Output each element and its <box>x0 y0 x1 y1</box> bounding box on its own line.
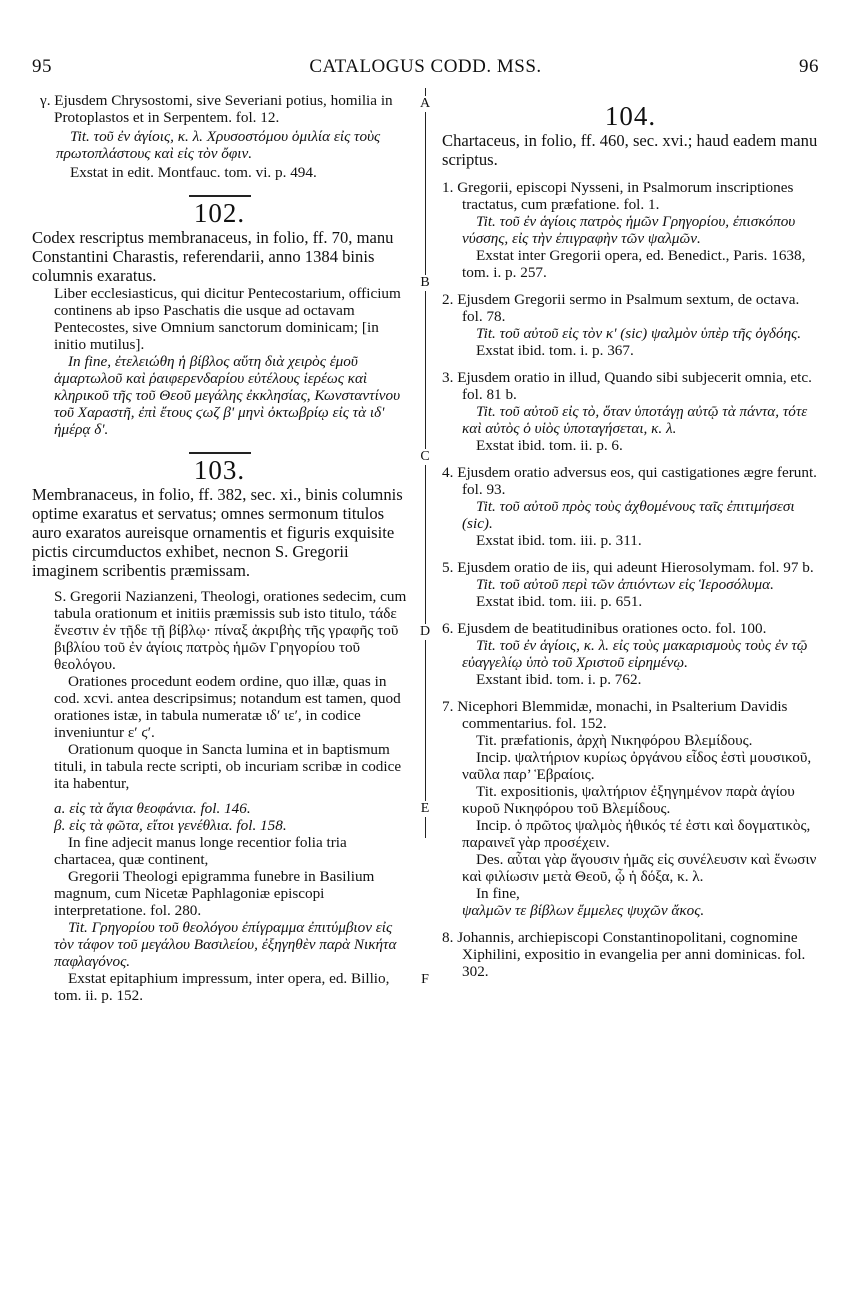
entry-gamma-exstat: Exstat in edit. Montfauc. tom. vi. p. 494. <box>70 164 317 181</box>
codex-102-contents: Liber ecclesiasticus, qui dicitur Pentecostarium, officium continens ab ipso Paschatis die usque ad octavam Pentecostes, sive Omnium sanctorum dominicam; [in initio mutilus]. <box>54 285 401 353</box>
codex-103-exstat: Exstat epitaphium impressum, inter opera, ed. Billio, tom. ii. p. 152. <box>54 970 390 1004</box>
margin-letter-a: A <box>417 96 433 112</box>
item-5-title: Tit. τοῦ αὐτοῦ περὶ τῶν ἀπιόντων εἰς Ἱεροσόλυμα. <box>476 576 774 593</box>
codex-103-titles: Orationum quoque in Sancta lumina et in baptismum tituli, in tabula recte scripti, ob incuriam scribæ in codice ita habentur, <box>54 741 402 792</box>
item-1-exstat: Exstat inter Gregorii opera, ed. Benedict., Paris. 1638, tom. i. p. 257. <box>462 247 806 281</box>
codex-103-appendix: In fine adjecit manus longe recentior folia tria chartacea, quæ continent, <box>54 834 347 868</box>
item-4-exstat: Exstat ibid. tom. iii. p. 311. <box>476 532 642 549</box>
codex-number-102: 102. <box>193 198 246 228</box>
item-3-title: Tit. τοῦ αὐτοῦ εἰς τὸ, ὅταν ὑποτάγῃ αὐτῷ τὰ πάντα, τότε καὶ αὐτὸς ὁ υἱὸς ὑποταγήσεται, κ. λ. <box>462 403 808 437</box>
item-7-preface-title: Tit. præfationis, ἀρχὴ Νικηφόρου Βλεμίδους. <box>476 732 753 749</box>
left-column <box>32 92 407 1004</box>
item-3: 3. Ejusdem oratio in illud, Quando sibi subjecerit omnia, etc. fol. 81 b. <box>442 369 812 403</box>
item-3-exstat: Exstat ibid. tom. ii. p. 6. <box>476 437 623 454</box>
item-2-exstat: Exstat ibid. tom. i. p. 367. <box>476 342 634 359</box>
margin-letter-d: D <box>417 624 433 640</box>
entry-gamma: γ. Ejusdem Chrysostomi, sive Severiani potius, homilia in Protoplastos et in Serpentem. fol. 12. <box>40 92 393 126</box>
item-5-exstat: Exstat ibid. tom. iii. p. 651. <box>476 593 643 610</box>
left-page-number: 95 <box>32 56 52 77</box>
item-2: 2. Ejusdem Gregorii sermo in Psalmum sextum, de octava. fol. 78. <box>442 291 800 325</box>
item-4: 4. Ejusdem oratio adversus eos, qui castigationes ægre ferunt. fol. 93. <box>442 464 817 498</box>
codex-103-epigram-title: Tit. Γρηγορίου τοῦ θεολόγου ἐπίγραμμα ἐπιτύμβιον εἰς τὸν τάφον τοῦ μεγάλου Βασιλείου, ἐξηγηθὲν παρὰ Νικήτα παφλαγόνος. <box>54 919 397 970</box>
margin-letter-b: B <box>417 275 433 291</box>
item-7: 7. Nicephori Blemmidæ, monachi, in Psalterium Davidis commentarius. fol. 152. <box>442 698 788 732</box>
item-5: 5. Ejusdem oratio de iis, qui adeunt Hierosolymam. fol. 97 b. <box>442 559 814 576</box>
right-page-number: 96 <box>799 56 819 77</box>
section-rule <box>189 452 251 454</box>
codex-103-title-a: a. εἰς τὰ ἅγια θεοφάνια. fol. 146. <box>54 800 251 817</box>
codex-number-104: 104. <box>604 101 657 131</box>
margin-letter-e: E <box>417 801 433 817</box>
codex-103-epigram: Gregorii Theologi epigramma funebre in Basilium magnum, cum Nicetæ Paphlagoniæ episcopi interpretatione. fol. 280. <box>54 868 375 919</box>
codex-102-description: Codex rescriptus membranaceus, in folio, ff. 70, manu Constantini Charastis, referendarii, anno 1384 binis columnis exaratus. <box>32 228 394 285</box>
section-rule <box>189 195 251 197</box>
item-2-title: Tit. τοῦ αὐτοῦ εἰς τὸν κʹ (sic) ψαλμὸν ὑπὲρ τῆς ὀγδόης. <box>476 325 802 342</box>
codex-102-colophon: In fine, ἐτελειώθη ἡ βίβλος αὕτη διὰ χειρὸς ἐμοῦ ἁμαρτωλοῦ καὶ ῥαιφερενδαρίου εὐτέλους ἱερέως καὶ κληρικοῦ τῆς τοῦ Θεοῦ μεγάλης ἐκκλησίας, Κωνσταντίνου τοῦ Χαραστῆ, ἐπὶ ἔτους ϛωζ βʹ μηνὶ ὀκτωβρίῳ εἰς τὰ ιδʹ ἡμέρᾳ δʹ. <box>54 353 401 438</box>
codex-103-note: Orationes procedunt eodem ordine, quo illæ, quas in cod. xcvi. antea descripsimus; notandum est tamen, quod orationes istæ, in tabula numeratæ ιδʹ ιεʹ, in codice inveniuntur εʹ ϛʹ. <box>54 673 401 741</box>
entry-gamma-title: Tit. τοῦ ἐν ἁγίοις, κ. λ. Χρυσοστόμου ὁμιλία εἰς τοὺς πρωτοπλάστους καὶ εἰς τὸν ὄφιν. <box>56 128 381 162</box>
codex-103-contents: S. Gregorii Nazianzeni, Theologi, orationes sedecim, cum tabula orationum et initiis præmissis sub isto titulo, τάδε ἔνεστιν ἐν τῇδε τῇ βίβλῳ· πίναξ ἀκριβὴς τῆς γραφῆς τοῦ βιβλίου τοῦ ἐν ἁγίοις πατρὸς ἡμῶν Γρηγορίου τοῦ θεολόγου. <box>54 588 407 673</box>
item-7-exposition-title: Tit. expositionis, ψαλτήριον ἐξηγημένον παρὰ ἁγίου κυροῦ Νικηφόρου τοῦ Βλεμίδους. <box>462 783 795 817</box>
item-6-exstat: Exstant ibid. tom. i. p. 762. <box>476 671 642 688</box>
codex-103-title-b: β. εἰς τὰ φῶτα, εἴτοι γενέθλια. fol. 158. <box>54 817 287 834</box>
item-7-desinit: Des. αὗται γὰρ ἄγουσιν ἡμᾶς εἰς συνέλευσιν καὶ ἕνωσιν καὶ φιλίωσιν μετὰ Θεοῦ, ᾧ ἡ δόξα, κ. λ. <box>462 851 817 885</box>
item-7-in-fine: In fine, <box>476 885 520 902</box>
page-title: CATALOGUS CODD. MSS. <box>309 56 542 77</box>
item-7-preface-incipit: Incip. ψαλτήριον κυρίως ὀργάνου εἶδος ἐστὶ μουσικοῦ, ναῦλα παρ’ Ἑβραίοις. <box>462 749 812 783</box>
codex-103-description: Membranaceus, in folio, ff. 382, sec. xi., binis columnis optime exaratus et servatus; omnes sermonum titulos auro exaratos aureisque ornamentis et figuris exquisite pictis circumductos exhibet, necnon S. Gregorii imaginem scribentis præmissam. <box>32 485 403 580</box>
item-6-title: Tit. τοῦ ἐν ἁγίοις, κ. λ. εἰς τοὺς μακαρισμοὺς τοὺς ἐν τῷ εὐαγγελίῳ ὑπὸ τοῦ Χριστοῦ εἰρημένῳ. <box>462 637 808 671</box>
item-7-verse: ψαλμῶν τε βίβλων ἔμμελες ψυχῶν ἄκος. <box>462 902 705 919</box>
item-8: 8. Johannis, archiepiscopi Constantinopolitani, cognomine Xiphilini, expositio in evangelia per anni dominicas. fol. 302. <box>442 929 806 980</box>
right-column <box>442 92 819 980</box>
item-1-title: Tit. τοῦ ἐν ἁγίοις πατρὸς ἡμῶν Γρηγορίου, ἐπισκόπου νύσσης, εἰς τὴν ἐπιγραφὴν τῶν ψαλμῶν. <box>462 213 796 247</box>
margin-letter-f: F <box>417 972 433 988</box>
codex-104-description: Chartaceus, in folio, ff. 460, sec. xvi.; haud eadem manu scriptus. <box>442 131 818 169</box>
item-6: 6. Ejusdem de beatitudinibus orationes octo. fol. 100. <box>442 620 767 637</box>
item-4-title: Tit. τοῦ αὐτοῦ πρὸς τοὺς ἀχθομένους ταῖς ἐπιτιμήσεσι (sic). <box>462 498 795 532</box>
codex-number-103: 103. <box>193 455 246 485</box>
item-7-exposition-incipit: Incip. ὁ πρῶτος ψαλμὸς ἠθικός τέ ἐστι καὶ δογματικὸς, παραινεῖ γὰρ προσέχειν. <box>462 817 811 851</box>
item-1: 1. Gregorii, episcopi Nysseni, in Psalmorum inscriptiones tractatus, cum præfatione. fol. 1. <box>442 179 794 213</box>
margin-letter-c: C <box>417 449 433 465</box>
